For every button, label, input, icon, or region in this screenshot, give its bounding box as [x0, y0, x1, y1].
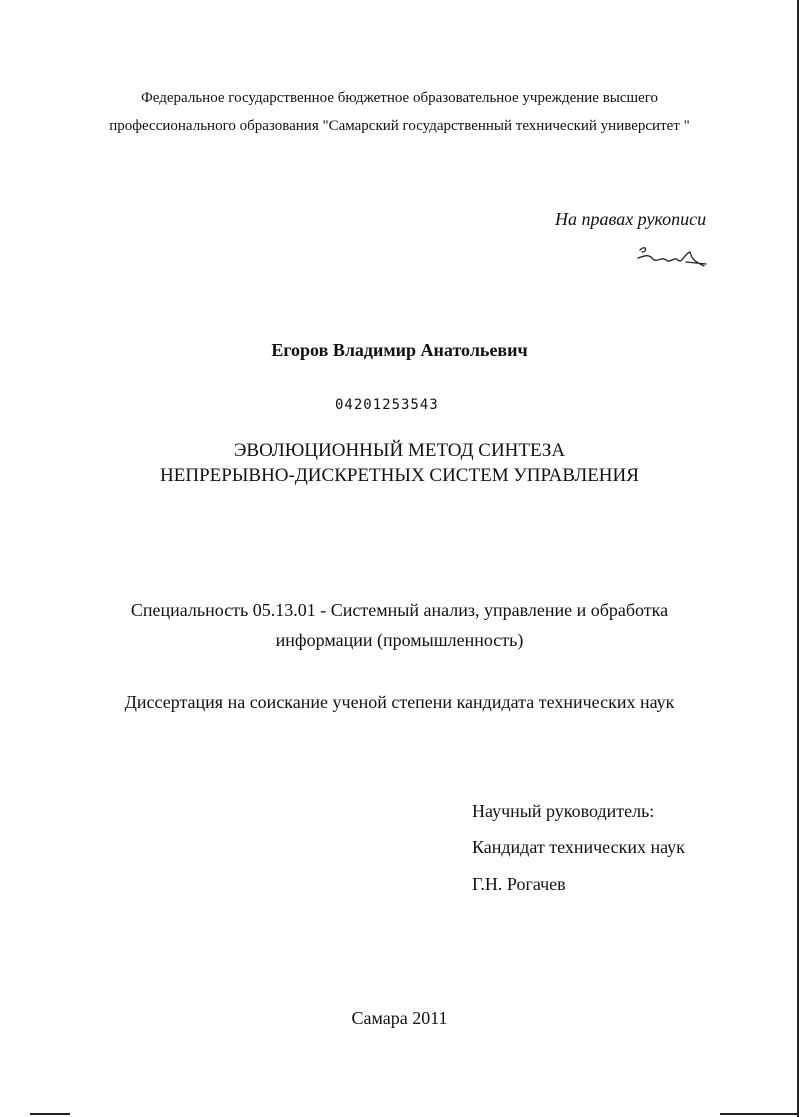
degree-statement: Диссертация на соискание ученой степени кандидата технических наук	[124, 692, 675, 712]
author-name: Егоров Владимир Анатольевич	[271, 340, 528, 360]
handwritten-signature	[636, 242, 708, 272]
institution-line-2: профессионального образования "Самарский государственный технический университет "	[109, 118, 690, 134]
specialty-line-2: информации (промышленность)	[275, 630, 524, 650]
supervisor-degree: Кандидат технических наук	[472, 837, 685, 857]
dissertation-title-line-2: НЕПРЕРЫВНО-ДИСКРЕТНЫХ СИСТЕМ УПРАВЛЕНИЯ	[160, 465, 639, 486]
scan-edge-bottom-right	[720, 1113, 799, 1115]
institution-line-1: Федеральное государственное бюджетное образовательное учреждение высшего	[140, 90, 659, 106]
supervisor-label: Научный руководитель:	[472, 801, 655, 821]
manuscript-rights-note: На правах рукописи	[555, 209, 707, 229]
scan-edge-bottom-left	[30, 1113, 70, 1115]
dissertation-title-line-1: ЭВОЛЮЦИОННЫЙ МЕТОД СИНТЕЗА	[233, 440, 566, 461]
supervisor-name: Г.Н. Рогачев	[472, 874, 566, 894]
city-year: Самара 2011	[351, 1008, 448, 1028]
document-registration-code: 04201253543	[335, 397, 439, 413]
specialty-line-1: Специальность 05.13.01 - Системный анализ, управление и обработка	[130, 600, 669, 620]
